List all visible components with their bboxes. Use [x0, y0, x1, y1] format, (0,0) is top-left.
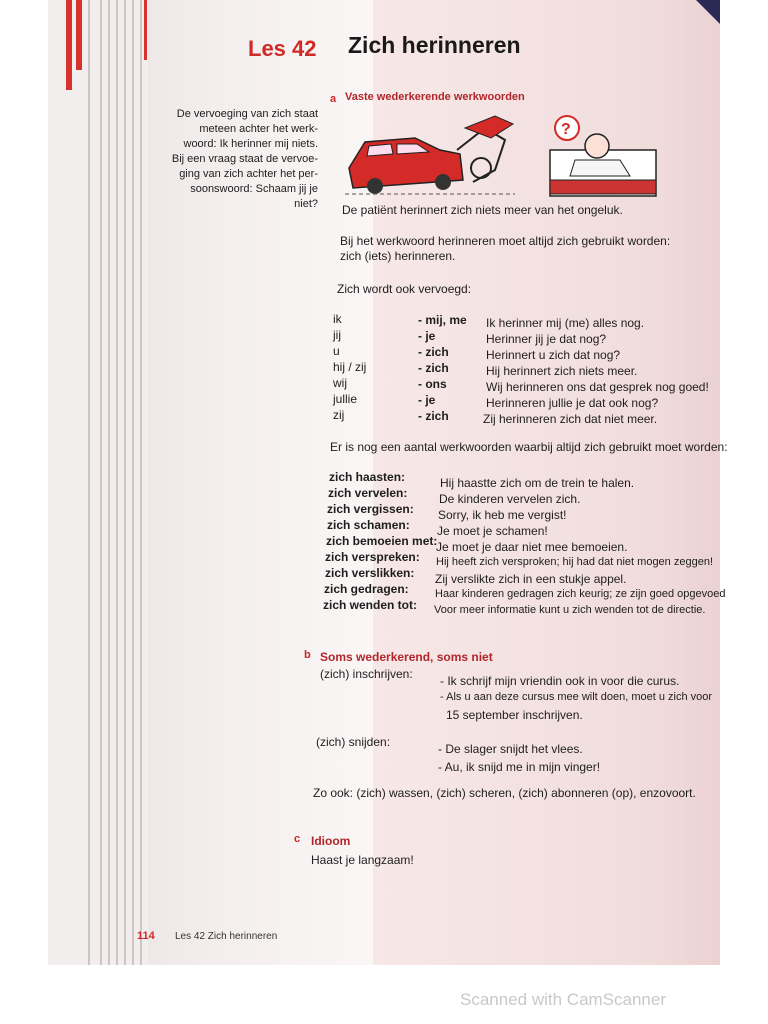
- conj-pronoun: u: [333, 344, 340, 358]
- section-c-text: Haast je langzaam!: [311, 853, 414, 867]
- sidebar-line: ging van zich achter het per-: [179, 168, 318, 180]
- conj-example: Hij herinnert zich niets meer.: [486, 364, 638, 378]
- section-b-example: 15 september inschrijven.: [446, 708, 583, 722]
- section-b-example: - Als u aan deze cursus mee wilt doen, moet u zich voor: [440, 691, 713, 703]
- section-a-heading: Vaste wederkerende werkwoorden: [345, 91, 525, 103]
- page-edge-tab: [144, 0, 147, 60]
- accident-illustration: [345, 110, 660, 206]
- more-verbs-intro: Er is nog een aantal werkwoorden waarbij altijd zich gebruikt moet worden:: [330, 440, 728, 454]
- page-edge: [124, 0, 126, 965]
- verb-term: zich vervelen:: [328, 486, 408, 500]
- page-edge: [132, 0, 134, 965]
- verb-term: zich verslikken:: [325, 566, 415, 580]
- section-b-label: (zich) snijden:: [316, 735, 391, 749]
- conj-pronoun: zij: [333, 408, 345, 422]
- section-a-letter: a: [330, 93, 337, 105]
- section-b-example: - De slager snijdt het vlees.: [438, 742, 583, 756]
- sidebar-line: niet?: [294, 198, 318, 210]
- verb-term: zich wenden tot:: [323, 598, 417, 612]
- conj-pronoun: jullie: [333, 392, 358, 406]
- verb-example: Je moet je schamen!: [437, 524, 548, 538]
- conj-form: - zich: [418, 345, 449, 359]
- sidebar-line: De vervoeging van zich staat: [176, 108, 318, 120]
- verb-term: zich bemoeien met:: [326, 534, 438, 548]
- conj-pronoun: ik: [333, 312, 342, 326]
- conj-form: - mij, me: [418, 313, 467, 327]
- page-edge: [88, 0, 90, 965]
- verb-example: Hij haastte zich om de trein te halen.: [440, 476, 635, 490]
- verb-term: zich haasten:: [329, 470, 406, 484]
- sidebar-line: woord: Ik herinner mij niets.: [183, 138, 318, 150]
- conj-example: Wij herinneren ons dat gesprek nog goed!: [486, 380, 709, 394]
- section-b-heading: Soms wederkerend, soms niet: [320, 650, 493, 664]
- page-edge: [116, 0, 118, 965]
- conj-pronoun: jij: [333, 328, 341, 342]
- illustration-caption: De patiënt herinnert zich niets meer van het ongeluk.: [342, 203, 623, 217]
- section-b-letter: b: [304, 649, 311, 661]
- section-c-letter: c: [294, 833, 301, 845]
- sidebar-line: soonswoord: Schaam jij je: [190, 183, 318, 195]
- scanner-watermark: Scanned with CamScanner: [460, 990, 667, 1009]
- conj-form: - zich: [418, 361, 449, 375]
- conj-example: Ik herinner mij (me) alles nog.: [486, 316, 645, 330]
- conj-example: Herinner jij je dat nog?: [486, 332, 607, 346]
- verb-term: zich verspreken:: [325, 550, 420, 564]
- page-edge-tab: [66, 0, 72, 90]
- conjugation-intro: Zich wordt ook vervoegd:: [337, 282, 472, 296]
- intro-line: zich (iets) herinneren.: [340, 249, 456, 263]
- conj-pronoun: wij: [333, 376, 347, 390]
- conj-example: Herinneren jullie je dat ook nog?: [486, 396, 659, 410]
- lesson-title: Zich herinneren: [348, 32, 521, 58]
- sidebar-line: meteen achter het werk-: [199, 123, 318, 135]
- section-b-label: (zich) inschrijven:: [320, 667, 413, 681]
- sidebar-note: [158, 107, 318, 212]
- intro-line: Bij het werkwoord herinneren moet altijd zich gebruikt worden:: [340, 234, 671, 248]
- verb-example: Hij heeft zich versproken; hij had dat niet mogen zeggen!: [436, 556, 713, 568]
- verb-term: zich vergissen:: [327, 502, 414, 516]
- svg-text:?: ?: [561, 121, 571, 138]
- patient-in-bed-icon: [550, 116, 656, 196]
- conj-example: Herinnert u zich dat nog?: [486, 348, 621, 362]
- page-edge: [108, 0, 110, 965]
- conj-example: Zij herinneren zich dat niet meer.: [483, 412, 658, 426]
- verb-example: De kinderen vervelen zich.: [439, 492, 581, 506]
- crash-scene-icon: [345, 116, 515, 194]
- verb-example: Zij verslikte zich in een stukje appel.: [435, 572, 627, 586]
- verb-example: Sorry, ik heb me vergist!: [438, 508, 567, 522]
- section-b-also: Zo ook: (zich) wassen, (zich) scheren, (zich) abonneren (op), enzovoort.: [313, 786, 696, 800]
- page-number: 114: [137, 930, 155, 942]
- section-b-example: - Ik schrijf mijn vriendin ook in voor die curus.: [440, 674, 680, 688]
- page-edge-tab: [76, 0, 82, 70]
- section-b-example: - Au, ik snijd me in mijn vinger!: [438, 760, 601, 774]
- sidebar-line: Bij een vraag staat de vervoe-: [171, 153, 318, 165]
- lesson-number: Les 42: [248, 36, 317, 61]
- page-edge: [100, 0, 102, 965]
- verb-example: Haar kinderen gedragen zich keurig; ze zijn goed opgevoed: [435, 588, 726, 600]
- section-c-heading: Idioom: [311, 834, 351, 848]
- conj-form: - ons: [418, 377, 447, 391]
- verb-term: zich schamen:: [327, 518, 410, 532]
- verb-term: zich gedragen:: [324, 582, 409, 596]
- conj-form: - zich: [418, 409, 449, 423]
- verb-example: Voor meer informatie kunt u zich wenden tot de directie.: [434, 604, 706, 616]
- footer-running-title: Les 42 Zich herinneren: [175, 931, 278, 942]
- verb-example: Je moet je daar niet mee bemoeien.: [436, 540, 628, 554]
- conj-form: - je: [418, 393, 436, 407]
- conj-form: - je: [418, 329, 436, 343]
- conj-pronoun: hij / zij: [333, 360, 367, 374]
- page-edge: [140, 0, 142, 965]
